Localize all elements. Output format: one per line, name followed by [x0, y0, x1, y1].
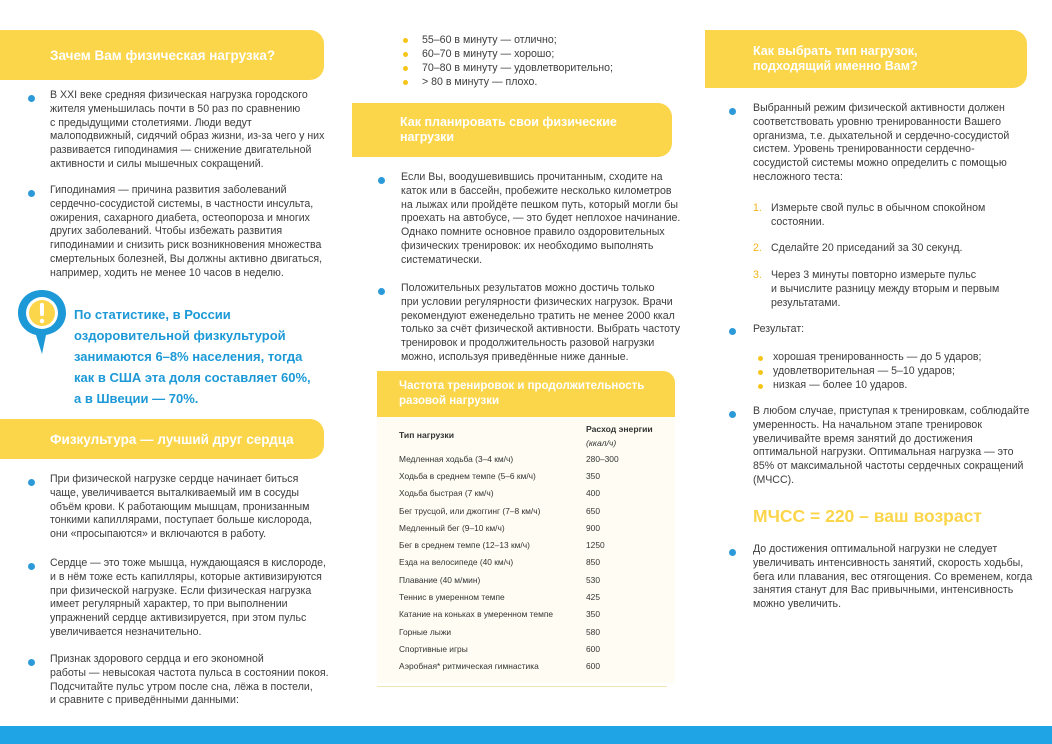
paragraph-hypodynamia: Гиподинамия — причина развития заболеваний сердечно-сосудистой системы, в частности инсульта, ожирения, сахарного диабета, остеопороза и многих других заболеваний. Чтобы избежать развития гиподинамии и снизить риск возникновения множества смертельных болезней, Вы должны активно двигаться, например, ходить не менее 10 часов в неделю.: [50, 184, 323, 279]
energy-cell: 650: [586, 505, 600, 516]
list-dot: [758, 356, 763, 361]
list-dot: [758, 370, 763, 375]
bullet-dot: [729, 411, 736, 418]
energy-cell: 425: [586, 592, 600, 603]
table-header-energy: Расход энергии (ккал/ч): [586, 424, 653, 448]
energy-cell: 600: [586, 661, 600, 672]
list-item: 55–60 в минуту — отлично;: [422, 34, 557, 46]
table-row: [399, 640, 669, 657]
paragraph-healthy-heart: Признак здорового сердца и его экономной работы — невысокая частота пульса в состоянии покоя. Подсчитайте пульс утром после сна, лёжа в постели, и сравните с приведёнными данными:: [50, 653, 329, 707]
list-item: 70–80 в минуту — удовлетворительно;: [422, 62, 613, 74]
energy-cell: 350: [586, 609, 600, 620]
list-dot: [403, 66, 408, 71]
bullet-dot: [378, 288, 385, 295]
table-row: [399, 467, 669, 484]
bullet-dot: [28, 95, 35, 102]
list-item: хорошая тренированность — до 5 ударов;: [773, 351, 982, 363]
bullet-dot: [378, 177, 385, 184]
table-row: [399, 485, 669, 502]
table-row: [399, 519, 669, 536]
energy-cell: 350: [586, 470, 600, 481]
table-row: [399, 554, 669, 571]
table-row: [399, 571, 669, 588]
list-dot: [403, 80, 408, 85]
bullet-dot: [28, 479, 35, 486]
energy-cell: 530: [586, 574, 600, 585]
load-type-cell: Ходьба быстрая (7 км/ч): [399, 488, 494, 499]
load-type-cell: Плавание (40 м/мин): [399, 574, 481, 585]
bullet-dot: [729, 549, 736, 556]
step-text: Сделайте 20 приседаний за 30 секунд.: [771, 242, 963, 254]
energy-cell: 400: [586, 488, 600, 499]
load-type-cell: Ходьба в среднем темпе (5–6 км/ч): [399, 470, 536, 481]
paragraph-moderation: В любом случае, приступая к тренировкам, соблюдайте умеренность. На начальном этапе тренировок увеличивайте время занятий до достижения оптимальной нагрузки. Оптимальная нагрузка — это 85% от максимальной частоты сердечных сокращений (МЧСС).: [753, 405, 1030, 486]
section-title: Как выбрать тип нагрузок, подходящий именно Вам?: [753, 44, 918, 73]
list-dot: [403, 52, 408, 57]
load-type-cell: Бег трусцой, или джоггинг (7–8 км/ч): [399, 505, 541, 516]
mchss-formula: МЧСС = 220 – ваш возраст: [753, 506, 982, 526]
energy-cell: 600: [586, 643, 600, 654]
footer-bar: [0, 726, 1052, 744]
step-number: 1.: [753, 202, 762, 214]
paragraph-good-start: Если Вы, воодушевившись прочитанным, сходите на каток или в бассейн, пробежите несколько километров на лыжах или пройдёте пешком путь, который могли бы проехать на автобусе, — это будет неплохое начинание. Однако помните основное правило оздоровительных физических тренировок: их необходимо выполнять систематически.: [401, 171, 681, 266]
load-type-cell: Аэробная* ритмическая гимнастика: [399, 661, 539, 672]
section-banner-why-exercise: [0, 30, 324, 80]
paragraph-regularity: Положительных результатов можно достичь только при условии регулярности физических нагрузок. Врачи рекомендуют еженедельно тратить не менее 2000 ккал только за счёт физической активности. Выбрать частоту тренировок и продолжительность разовой нагрузки можно, используя приведённые ниже данные.: [401, 282, 681, 363]
result-label: Результат:: [753, 323, 805, 335]
table-row: [399, 606, 669, 623]
load-type-cell: Горные лыжи: [399, 626, 452, 637]
table-footnote: [377, 686, 667, 705]
energy-table: [399, 450, 669, 675]
section-banner-heart-friend: [0, 419, 324, 459]
bullet-dot: [28, 563, 35, 570]
list-dot: [403, 38, 408, 43]
load-type-cell: Езда на велосипеде (40 км/ч): [399, 557, 514, 568]
load-type-cell: Спортивные игры: [399, 643, 468, 654]
exclamation-info-icon: [16, 288, 68, 358]
list-dot: [758, 384, 763, 389]
table-row: [399, 502, 669, 519]
table-header-type: Тип нагрузки: [399, 430, 454, 440]
table-row: [399, 450, 669, 467]
list-item: > 80 в минуту — плохо.: [422, 76, 538, 88]
table-row: [399, 623, 669, 640]
bullet-dot: [729, 108, 736, 115]
paragraph-heart-beat: При физической нагрузке сердце начинает биться чаще, увеличивается выталкиваемый им в сосуды объём крови. К работающим мышцам, пронизанным тонкими капиллярами, поступает больше кислорода, они «просыпаются» и включаются в работу.: [50, 473, 313, 541]
bullet-dot: [28, 659, 35, 666]
bullet-dot: [729, 328, 736, 335]
energy-cell: 280–300: [586, 453, 619, 464]
energy-cell: 850: [586, 557, 600, 568]
list-item: низкая — более 10 ударов.: [773, 379, 908, 391]
section-banner-planning: [352, 103, 672, 157]
section-title: Как планировать свои физические нагрузки: [400, 115, 617, 144]
paragraph-activity-mode: Выбранный режим физической активности должен соответствовать уровню тренированности Вашего организма, т.е. дыхательной и сердечно-сосудистой систем. Уровень тренированности сердечно- сосудистой системы можно определить с помощью несложного теста:: [753, 102, 1010, 183]
section-title: Физкультура — лучший друг сердца: [50, 431, 294, 447]
step-number: 2.: [753, 242, 762, 254]
bullet-dot: [28, 190, 35, 197]
energy-cell: 1250: [586, 540, 605, 551]
energy-cell: 580: [586, 626, 600, 637]
paragraph-xxi-century: В XXI веке средняя физическая нагрузка городского жителя уменьшилась почти в 50 раз по сравнению с предыдущими столетиями. Люди ведут малоподвижный, сидячий образ жизни, из-за чего у них развивается гиподинамия — снижение двигательной активности и силы мышечных сокращений.: [50, 89, 325, 170]
table-row: [399, 536, 669, 553]
load-type-cell: Медленная ходьба (3–4 км/ч): [399, 453, 514, 464]
table-row: [399, 658, 669, 675]
list-item: удовлетворительная — 5–10 ударов;: [773, 365, 956, 377]
section-title: Зачем Вам физическая нагрузка?: [50, 47, 276, 63]
load-type-cell: Медленный бег (9–10 км/ч): [399, 522, 505, 533]
step-number: 3.: [753, 269, 762, 281]
paragraph-increase-intensity: До достижения оптимальной нагрузки не следует увеличивать интенсивность занятий, скорость ходьбы, бега или плавания, вес отягощения. Со временем, когда занятия станут для Вас привычными, интенсивность можно увеличить.: [753, 543, 1033, 611]
load-type-cell: Бег в среднем темпе (12–13 км/ч): [399, 540, 530, 551]
energy-cell: 900: [586, 522, 600, 533]
list-item: 60–70 в минуту — хорошо;: [422, 48, 555, 60]
load-type-cell: Катание на коньках в умеренном темпе: [399, 609, 554, 620]
section-banner-choose-type: [705, 30, 1027, 88]
table-title-box: Частота тренировок и продолжительность разовой нагрузки: [377, 371, 675, 417]
step-text: Через 3 минуты повторно измерьте пульс и вычислите разницу между вторым и первым результатами.: [771, 269, 1000, 309]
load-type-cell: Теннис в умеренном темпе: [399, 592, 505, 603]
table-row: [399, 588, 669, 605]
paragraph-heart-muscle: Сердце — это тоже мышца, нуждающаяся в кислороде, и в нём тоже есть капилляры, которые активизируются при физической нагрузке. Если физическая нагрузка имеет регулярный характер, то при выполнении упражнений сердце активизируется, при этом пульс увеличивается незначительно.: [50, 557, 326, 638]
statistics-callout: По статистике, в России оздоровительной физкультурой занимаются 6–8% населения, тогда как в США эта доля составляет 60%, а в Швеции — 70%.: [74, 307, 311, 406]
step-text: Измерьте свой пульс в обычном спокойном состоянии.: [771, 202, 986, 228]
